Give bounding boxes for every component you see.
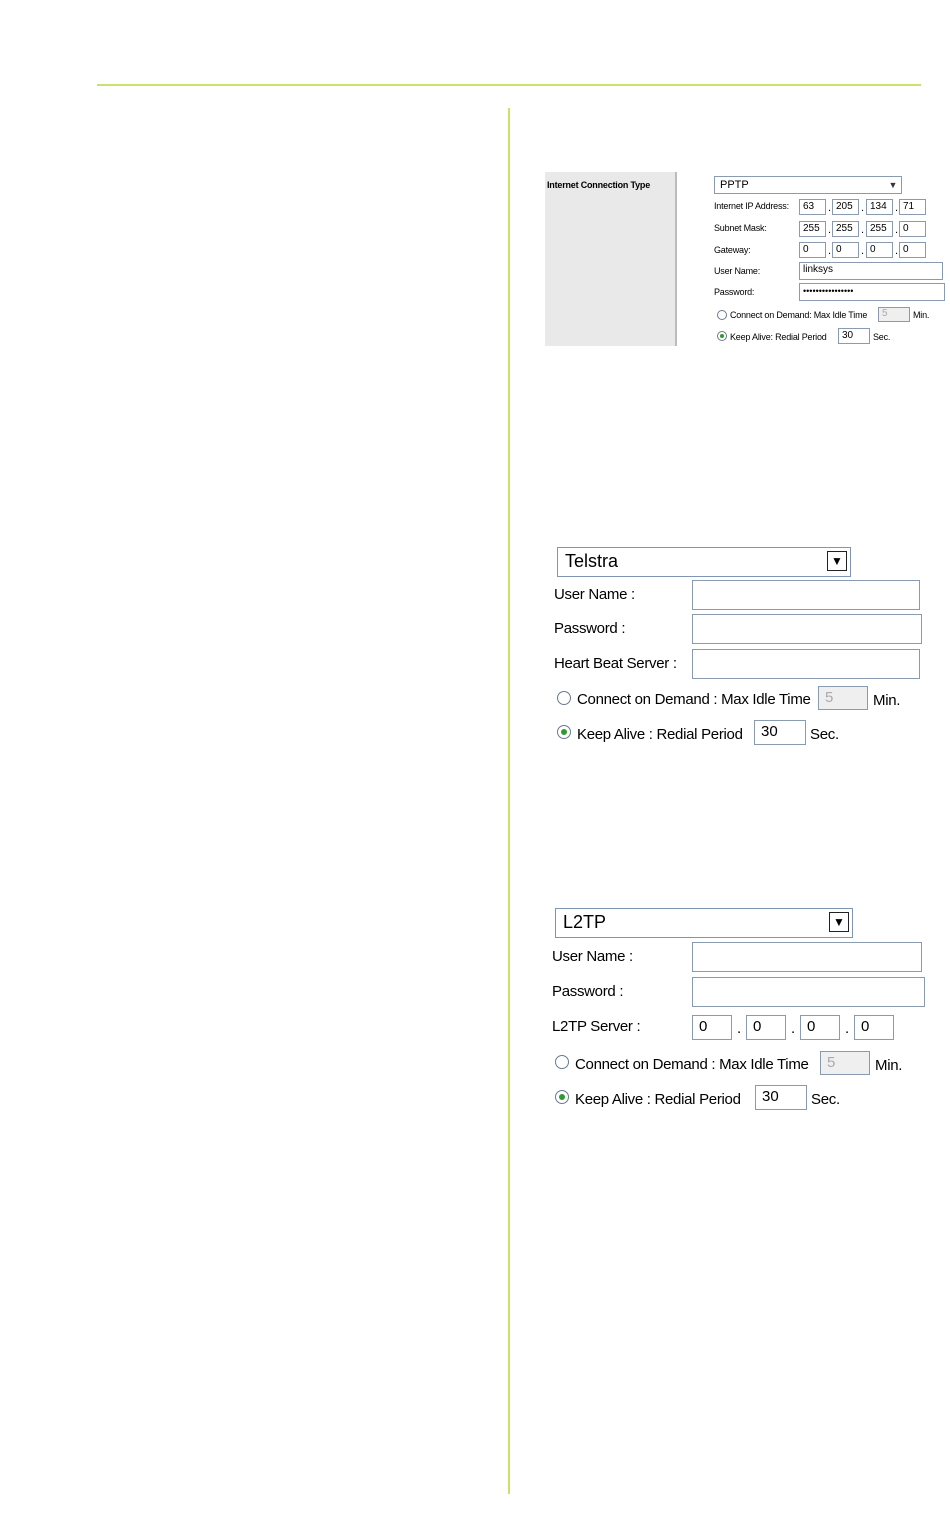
telstra-keep-alive-label: Keep Alive : Redial Period <box>577 726 743 743</box>
pptp-password-label: Password: <box>714 287 755 297</box>
mask-octet-4[interactable]: 0 <box>899 221 926 237</box>
l2tp-username-label: User Name : <box>552 948 633 965</box>
l2tp-server-octet-1[interactable]: 0 <box>692 1015 732 1040</box>
subnet-mask-label: Subnet Mask: <box>714 223 767 233</box>
gateway-octet-3[interactable]: 0 <box>866 242 893 258</box>
chevron-down-icon: ▼ <box>888 180 898 190</box>
header-divider <box>97 84 921 86</box>
l2tp-keep-alive-radio[interactable] <box>555 1090 569 1104</box>
telstra-password-input[interactable] <box>692 614 922 644</box>
ip-address-label: Internet IP Address: <box>714 201 789 211</box>
telstra-sec-label: Sec. <box>810 726 839 743</box>
l2tp-connect-on-demand-label: Connect on Demand : Max Idle Time <box>575 1056 809 1073</box>
pptp-connection-type-select[interactable] <box>714 176 902 194</box>
pptp-min-label: Min. <box>913 310 930 320</box>
gateway-octet-4[interactable]: 0 <box>899 242 926 258</box>
heartbeat-server-label: Heart Beat Server : <box>554 655 677 672</box>
ip-octet-2[interactable]: 205 <box>832 199 859 215</box>
l2tp-connect-on-demand-radio[interactable] <box>555 1055 569 1069</box>
telstra-username-label: User Name : <box>554 586 635 603</box>
l2tp-server-octet-3[interactable]: 0 <box>800 1015 840 1040</box>
telstra-username-input[interactable] <box>692 580 920 610</box>
mask-dot: . <box>895 224 899 236</box>
l2tp-connection-type-select[interactable] <box>555 908 853 938</box>
ip-octet-1[interactable]: 63 <box>799 199 826 215</box>
l2tp-password-label: Password : <box>552 983 624 1000</box>
pptp-connection-type-value: PPTP <box>720 179 749 191</box>
pptp-password-input[interactable]: •••••••••••••••• <box>799 283 945 301</box>
server-dot: . <box>737 1020 741 1037</box>
mask-octet-3[interactable]: 255 <box>866 221 893 237</box>
gateway-dot: . <box>895 245 899 257</box>
telstra-connection-type-select[interactable] <box>557 547 851 577</box>
telstra-password-label: Password : <box>554 620 626 637</box>
pptp-sec-label: Sec. <box>873 332 891 342</box>
pptp-max-idle-input[interactable]: 5 <box>878 307 910 322</box>
l2tp-password-input[interactable] <box>692 977 925 1007</box>
heartbeat-server-input[interactable] <box>692 649 920 679</box>
column-divider <box>508 108 510 1494</box>
ip-dot: . <box>861 202 865 214</box>
pptp-keep-alive-label: Keep Alive: Redial Period <box>730 332 827 342</box>
l2tp-server-octet-4[interactable]: 0 <box>854 1015 894 1040</box>
gateway-dot: . <box>828 245 832 257</box>
l2tp-connection-type-value: L2TP <box>563 912 607 932</box>
pptp-username-label: User Name: <box>714 266 761 276</box>
gateway-label: Gateway: <box>714 245 751 255</box>
l2tp-min-label: Min. <box>875 1057 903 1074</box>
l2tp-sec-label: Sec. <box>811 1091 840 1108</box>
mask-octet-2[interactable]: 255 <box>832 221 859 237</box>
pptp-redial-input[interactable]: 30 <box>838 328 870 344</box>
gateway-octet-1[interactable]: 0 <box>799 242 826 258</box>
l2tp-keep-alive-label: Keep Alive : Redial Period <box>575 1091 741 1108</box>
l2tp-server-octet-2[interactable]: 0 <box>746 1015 786 1040</box>
chevron-down-icon: ▼ <box>827 551 847 571</box>
internet-connection-type-label: Internet Connection Type <box>547 180 651 190</box>
telstra-connect-on-demand-radio[interactable] <box>557 691 571 705</box>
server-dot: . <box>791 1020 795 1037</box>
mask-octet-1[interactable]: 255 <box>799 221 826 237</box>
telstra-redial-input[interactable]: 30 <box>754 720 806 745</box>
chevron-down-icon: ▼ <box>829 912 849 932</box>
telstra-min-label: Min. <box>873 692 901 709</box>
server-dot: . <box>845 1020 849 1037</box>
pptp-sidebar <box>545 172 677 346</box>
mask-dot: . <box>828 224 832 236</box>
ip-octet-3[interactable]: 134 <box>866 199 893 215</box>
telstra-connection-type-value: Telstra <box>565 551 619 571</box>
l2tp-server-label: L2TP Server : <box>552 1018 641 1035</box>
ip-dot: . <box>828 202 832 214</box>
pptp-connect-on-demand-radio[interactable] <box>717 310 727 320</box>
pptp-username-input[interactable]: linksys <box>799 262 943 280</box>
l2tp-max-idle-input[interactable]: 5 <box>820 1051 870 1075</box>
gateway-octet-2[interactable]: 0 <box>832 242 859 258</box>
telstra-keep-alive-radio[interactable] <box>557 725 571 739</box>
pptp-keep-alive-radio[interactable] <box>717 331 727 341</box>
mask-dot: . <box>861 224 865 236</box>
gateway-dot: . <box>861 245 865 257</box>
telstra-max-idle-input[interactable]: 5 <box>818 686 868 710</box>
pptp-connect-on-demand-label: Connect on Demand: Max Idle Time <box>730 310 868 320</box>
ip-dot: . <box>895 202 899 214</box>
telstra-connect-on-demand-label: Connect on Demand : Max Idle Time <box>577 691 811 708</box>
l2tp-redial-input[interactable]: 30 <box>755 1085 807 1110</box>
l2tp-username-input[interactable] <box>692 942 922 972</box>
ip-octet-4[interactable]: 71 <box>899 199 926 215</box>
